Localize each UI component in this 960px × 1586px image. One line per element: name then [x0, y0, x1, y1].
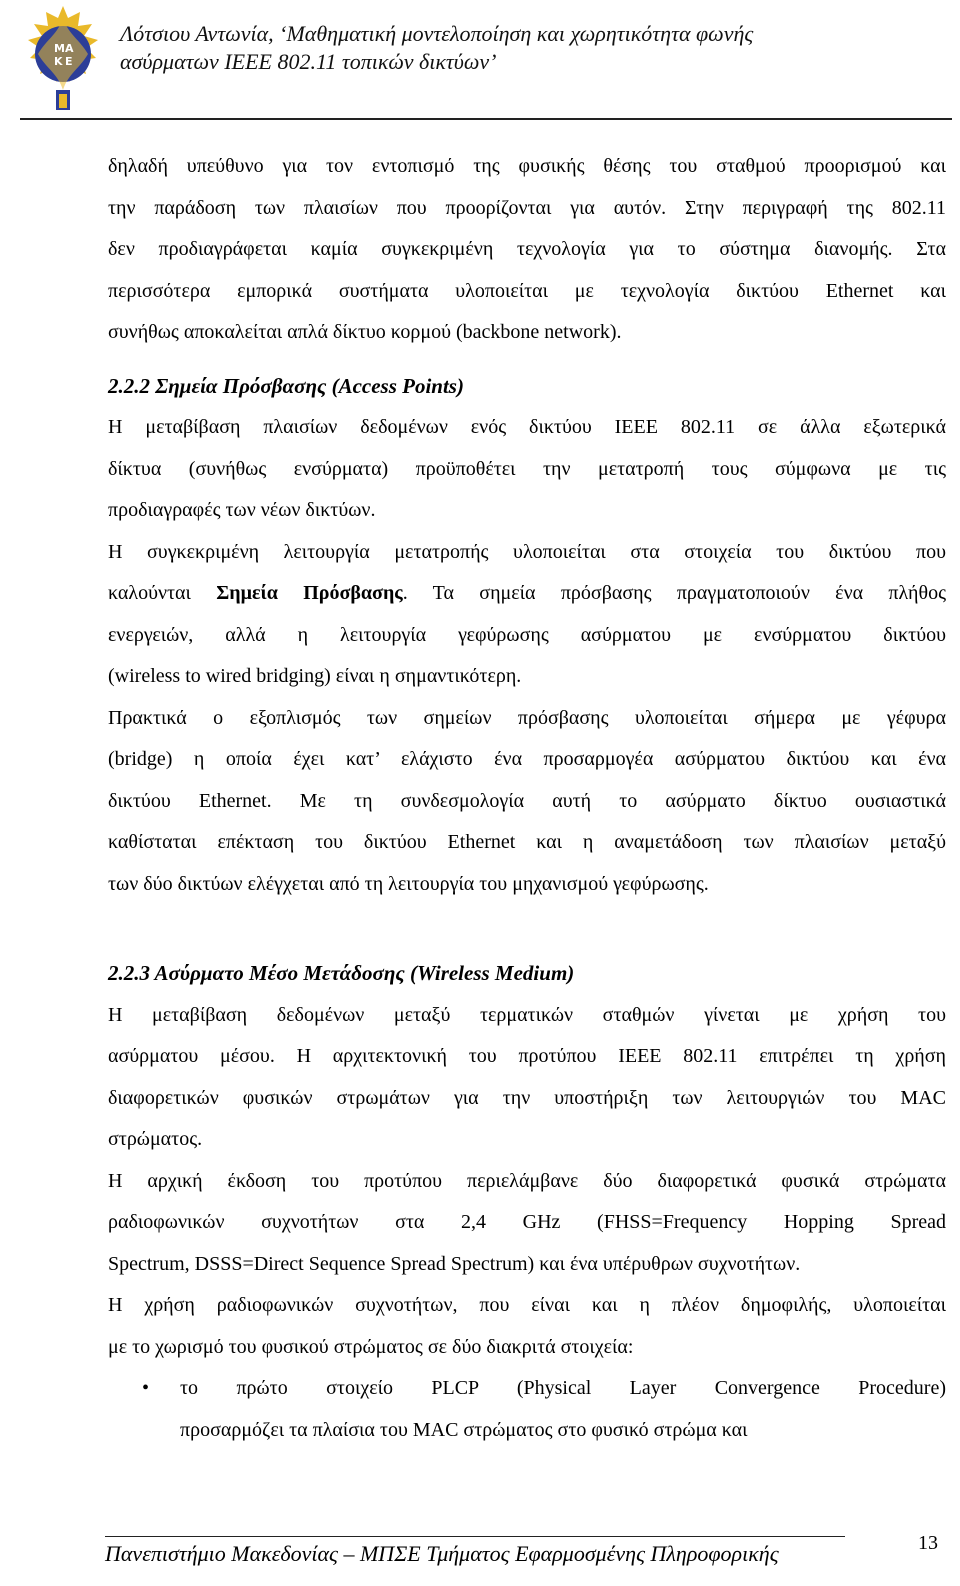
document-body: [108, 146, 946, 1451]
text-line: Η χρήση ραδιοφωνικών συχνοτήτων, που είναι και η πλέον δημοφιλής, υλοποιείται: [108, 1294, 946, 1316]
university-seal-icon: [18, 4, 108, 114]
text-line: ενεργειών, αλλά η λειτουργία γεφύρωσης ασύρματου με ενσύρματου δικτύου: [108, 623, 946, 646]
page-header: [0, 0, 960, 118]
paragraph-physical-layers: [108, 1161, 946, 1286]
header-line-2: ασύρματων IEEE 802.11 τοπικών δικτύων’: [120, 49, 497, 74]
text-line: Η μεταβίβαση δεδομένων μεταξύ τερματικών σταθμών γίνεται με χρήση του: [108, 1003, 946, 1026]
paragraph-radio-frequencies: [108, 1285, 946, 1368]
text-line: των δύο δικτύων ελέγχεται από τη λειτουργία του μηχανισμού γεφύρωσης.: [108, 872, 709, 895]
header-line-1: Λότσιου Αντωνία, ‘Μαθηματική μοντελοποίηση και χωρητικότητα φωνής: [120, 21, 754, 46]
header-divider: [20, 118, 952, 120]
text-line: [108, 573, 946, 615]
text-line: διαφορετικών φυσικών στρωμάτων για την υποστήριξη των λειτουργιών του MAC: [108, 1086, 946, 1109]
text-line: (bridge) η οποία έχει κατ’ ελάχιστο ένα προσαρμογέα ασύρματου δικτύου και ένα: [108, 748, 946, 770]
section-heading-2-2-3: 2.2.3 Ασύρματο Μέσο Μετάδοσης (Wireless Medium): [108, 961, 575, 985]
text-line: δηλαδή υπεύθυνο για τον εντοπισμό της φυσικής θέσης του σταθμού προορισμού και: [108, 155, 946, 177]
text-line: Η αρχική έκδοση του προτύπου περιελάμβανε δύο διαφορετικά φυσικά στρώματα: [108, 1169, 946, 1192]
header-title: [120, 20, 753, 76]
footer-divider: [105, 1536, 845, 1537]
text-run: . Τα σημεία πρόσβασης πραγματοποιούν ένα πλήθος: [402, 582, 946, 604]
text-line: ραδιοφωνικών συχνοτήτων στα 2,4 GHz (FHSS=Frequency Hopping Spread: [108, 1211, 946, 1233]
section-heading-2-2-2: 2.2.2 Σημεία Πρόσβασης (Access Points): [108, 373, 464, 398]
bullet-icon: •: [142, 1377, 150, 1399]
footer-university: Πανεπιστήμιο Μακεδονίας – ΜΠΣΕ Τμήματος Εφαρμοσμένης Πληροφορικής: [105, 1541, 779, 1566]
text-line: στρώματος.: [108, 1128, 203, 1150]
text-line: Πρακτικά ο εξοπλισμός των σημείων πρόσβασης υλοποιείται σήμερα με γέφυρα: [108, 706, 946, 729]
bold-term-access-points: Σημεία Πρόσβασης: [216, 582, 403, 604]
paragraph-bridge-equipment: [108, 698, 946, 906]
svg-text:Α: Α: [65, 42, 74, 55]
text-line: δικτύου Ethernet. Με τη συνδεσμολογία αυτή το ασύρματο δίκτυο ουσιαστικά: [108, 789, 946, 812]
text-line: καθίσταται επέκταση του δικτύου Ethernet και η αναμετάδοση των πλαισίων μεταξύ: [108, 831, 946, 853]
text-line: ασύρματου μέσου. Η αρχιτεκτονική του προτύπου IEEE 802.11 επιτρέπει τη χρήση: [108, 1045, 946, 1067]
text-line: το πρώτο στοιχείο PLCP (Physical Layer Convergence Procedure): [180, 1377, 946, 1399]
text-line: δίκτυα (συνήθως ενσύρματα) προϋποθέτει την μετατροπή τους σύμφωνα με τις: [108, 457, 946, 480]
paragraph-frame-transfer: [108, 407, 946, 532]
text-run: καλούνται: [108, 582, 217, 604]
svg-text:Μ: Μ: [54, 42, 65, 55]
text-line: (wireless to wired bridging) είναι η σημαντικότερη.: [108, 665, 522, 687]
paragraph-wireless-medium: [108, 995, 946, 1161]
text-line: Η μεταβίβαση πλαισίων δεδομένων ενός δικτύου IEEE 802.11 σε άλλα εξωτερικά: [108, 416, 946, 438]
text-line: Η συγκεκριμένη λειτουργία μετατροπής υλοποιείται στα στοιχεία του δικτύου που: [108, 540, 946, 563]
text-line: την παράδοση των πλαισίων που προορίζονται για αυτόν. Στην περιγραφή της 802.11: [108, 196, 946, 219]
text-line: περισσότερα εμπορικά συστήματα υλοποιείται με τεχνολογία δικτύου Ethernet και: [108, 279, 946, 302]
text-line: προσαρμόζει τα πλαίσια του MAC στρώματος στο φυσικό στρώμα και: [180, 1418, 748, 1441]
list-item: [108, 1368, 946, 1451]
text-line: προδιαγραφές των νέων δικτύων.: [108, 499, 376, 521]
text-line: με το χωρισμό του φυσικού στρώματος σε δύο διακριτά στοιχεία:: [108, 1335, 634, 1358]
paragraph-distribution-system: [108, 146, 946, 354]
svg-text:Ε: Ε: [65, 55, 73, 68]
text-line: Spectrum, DSSS=Direct Sequence Spread Spectrum) και ένα υπέρυθρων συχνοτήτων.: [108, 1252, 801, 1275]
svg-text:Κ: Κ: [54, 55, 63, 68]
paragraph-access-points: [108, 532, 946, 698]
page-number: 13: [918, 1532, 938, 1554]
text-line: δεν προδιαγράφεται καμία συγκεκριμένη τεχνολογία για το σύστημα διανομής. Στα: [108, 238, 946, 260]
text-line: συνήθως αποκαλείται απλά δίκτυο κορμού (backbone network).: [108, 321, 622, 343]
